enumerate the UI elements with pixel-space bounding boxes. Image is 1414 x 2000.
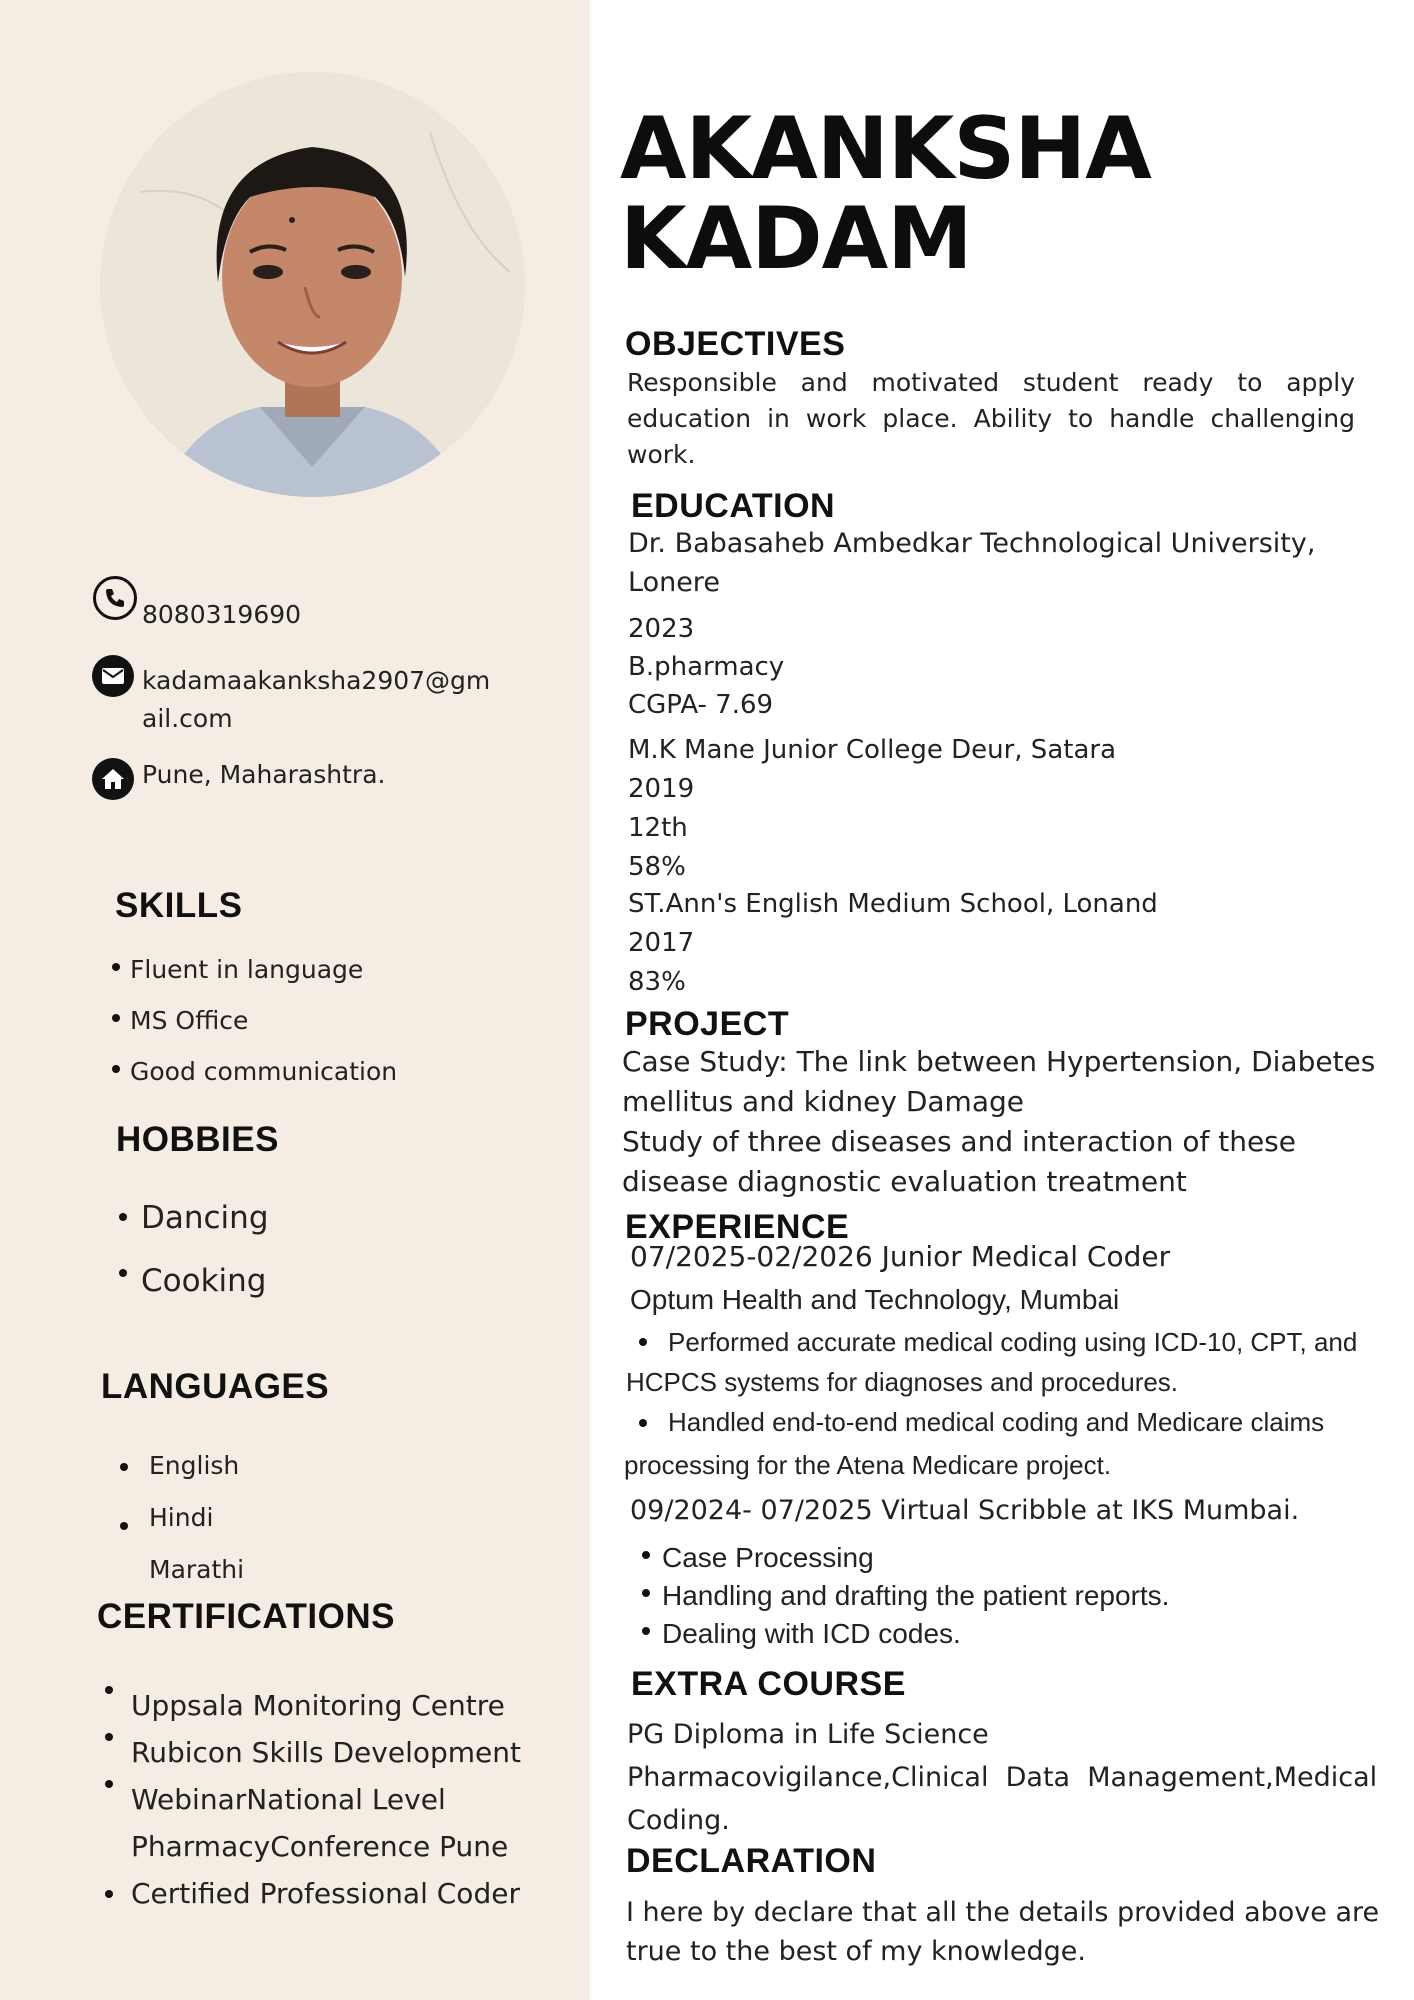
email-icon bbox=[92, 655, 134, 697]
extra-course-line-3: Coding. bbox=[627, 1805, 730, 1836]
certification-item: PharmacyConference Pune bbox=[131, 1830, 509, 1863]
job2-list bbox=[632, 1539, 1169, 1653]
education-school bbox=[628, 885, 1158, 1002]
phone-number[interactable]: 8080319690 bbox=[142, 600, 302, 629]
school-name: ST.Ann's English Medium School, Lonand bbox=[628, 889, 1158, 919]
university-name-line-1: Dr. Babasaheb Ambedkar Technological University, bbox=[628, 528, 1316, 559]
project-details bbox=[622, 1042, 1375, 1202]
hobbies-heading: HOBBIES bbox=[116, 1120, 279, 1159]
job1-bullet-1-line-1 bbox=[626, 1322, 1357, 1362]
job2-item: Case Processing bbox=[632, 1539, 1169, 1577]
hobby-item: Dancing bbox=[115, 1200, 269, 1263]
certification-item: Uppsala Monitoring Centre bbox=[103, 1682, 521, 1729]
job1-bullet-1-line-2: HCPCS systems for diagnoses and procedures. bbox=[626, 1367, 1179, 1397]
profile-portrait bbox=[100, 72, 525, 497]
hobbies-list bbox=[115, 1200, 269, 1326]
job2-item: Handling and drafting the patient reports. bbox=[632, 1577, 1169, 1615]
certification-item: WebinarNational Level bbox=[103, 1776, 521, 1823]
job1-bullet-1-text-1: Performed accurate medical coding using ICD-10, CPT, and bbox=[668, 1327, 1358, 1357]
language-item: English bbox=[114, 1451, 244, 1503]
job1-bullet-2-line-2: processing for the Atena Medicare project. bbox=[624, 1450, 1112, 1480]
job1-bullet-1 bbox=[626, 1322, 1357, 1402]
skills-heading: SKILLS bbox=[115, 886, 243, 925]
skills-list bbox=[112, 955, 397, 1108]
bullet-dot bbox=[639, 1338, 647, 1346]
project-desc-line-2: disease diagnostic evaluation treatment bbox=[622, 1165, 1187, 1198]
certifications-heading: CERTIFICATIONS bbox=[97, 1597, 396, 1636]
candidate-name bbox=[620, 99, 1151, 289]
skill-item: Good communication bbox=[112, 1057, 397, 1108]
languages-heading: LANGUAGES bbox=[101, 1367, 330, 1406]
name-line-2: KADAM bbox=[620, 189, 972, 289]
college-score: 58% bbox=[628, 852, 686, 882]
job1-company: Optum Health and Technology, Mumbai bbox=[630, 1284, 1120, 1315]
project-title-line-2: mellitus and kidney Damage bbox=[622, 1085, 1024, 1118]
email-address[interactable] bbox=[142, 662, 490, 738]
experience-heading: EXPERIENCE bbox=[625, 1208, 850, 1246]
college-grade: 12th bbox=[628, 813, 688, 843]
language-item: Marathi bbox=[149, 1555, 245, 1584]
address: Pune, Maharashtra. bbox=[142, 760, 386, 789]
skill-item: MS Office bbox=[112, 1006, 397, 1057]
job1-bullet-2-line-1 bbox=[624, 1401, 1324, 1444]
university-name-line-2: Lonere bbox=[628, 567, 720, 598]
school-score: 83% bbox=[628, 967, 686, 997]
declaration-line-1: I here by declare that all the details provided above are bbox=[626, 1897, 1380, 1928]
declaration-heading: DECLARATION bbox=[626, 1842, 877, 1880]
certification-item: Certified Professional Coder bbox=[103, 1870, 521, 1917]
extra-course-line-2: Pharmacovigilance,Clinical Data Management,Medical bbox=[627, 1762, 1378, 1793]
declaration-line-2: true to the best of my knowledge. bbox=[626, 1936, 1086, 1967]
extra-course-line-1: PG Diploma in Life Science bbox=[627, 1719, 989, 1750]
school-year: 2017 bbox=[628, 928, 695, 958]
email-line-2: ail.com bbox=[142, 704, 233, 733]
education-college bbox=[628, 731, 1116, 887]
objectives-text: Responsible and motivated student ready to apply education in work place. Ability to handle challenging work. bbox=[627, 368, 1355, 469]
skill-item: Fluent in language bbox=[112, 955, 397, 1006]
job1-bullet-2-text-1: Handled end-to-end medical coding and Medicare claims bbox=[668, 1407, 1325, 1437]
project-title-line-1: Case Study: The link between Hypertension, Diabetes bbox=[622, 1045, 1376, 1078]
objectives-heading: OBJECTIVES bbox=[625, 325, 846, 363]
project-heading: PROJECT bbox=[625, 1005, 790, 1043]
certifications-list bbox=[103, 1682, 521, 1917]
college-year: 2019 bbox=[628, 774, 695, 804]
languages-list bbox=[114, 1451, 244, 1607]
hobby-item: Cooking bbox=[115, 1263, 269, 1326]
job2-item: Dealing with ICD codes. bbox=[632, 1615, 1169, 1653]
extra-course-heading: EXTRA COURSE bbox=[631, 1665, 906, 1703]
university-score: CGPA- 7.69 bbox=[628, 690, 774, 720]
phone-icon bbox=[93, 576, 137, 620]
university-degree: B.pharmacy bbox=[628, 652, 785, 682]
home-icon bbox=[92, 758, 134, 800]
job2-title: 09/2024- 07/2025 Virtual Scribble at IKS Mumbai. bbox=[630, 1495, 1300, 1526]
language-item: Hindi bbox=[114, 1503, 244, 1555]
job1-title: 07/2025-02/2026 Junior Medical Coder bbox=[630, 1240, 1171, 1273]
project-desc-line-1: Study of three diseases and interaction of these bbox=[622, 1125, 1296, 1158]
college-name: M.K Mane Junior College Deur, Satara bbox=[628, 735, 1116, 765]
name-line-1: AKANKSHA bbox=[620, 99, 1151, 199]
profile-photo bbox=[100, 72, 525, 497]
declaration-text bbox=[626, 1893, 1379, 1971]
job1-bullet-2 bbox=[624, 1401, 1324, 1487]
extra-course-details bbox=[627, 1713, 1377, 1842]
certification-item: Rubicon Skills Development bbox=[103, 1729, 521, 1776]
education-heading: EDUCATION bbox=[631, 487, 836, 525]
education-university-details bbox=[628, 610, 784, 724]
university-year: 2023 bbox=[628, 614, 695, 644]
bullet-dot bbox=[639, 1419, 647, 1427]
email-line-1: kadamaakanksha2907@gm bbox=[142, 666, 491, 695]
education-university bbox=[628, 524, 1315, 602]
